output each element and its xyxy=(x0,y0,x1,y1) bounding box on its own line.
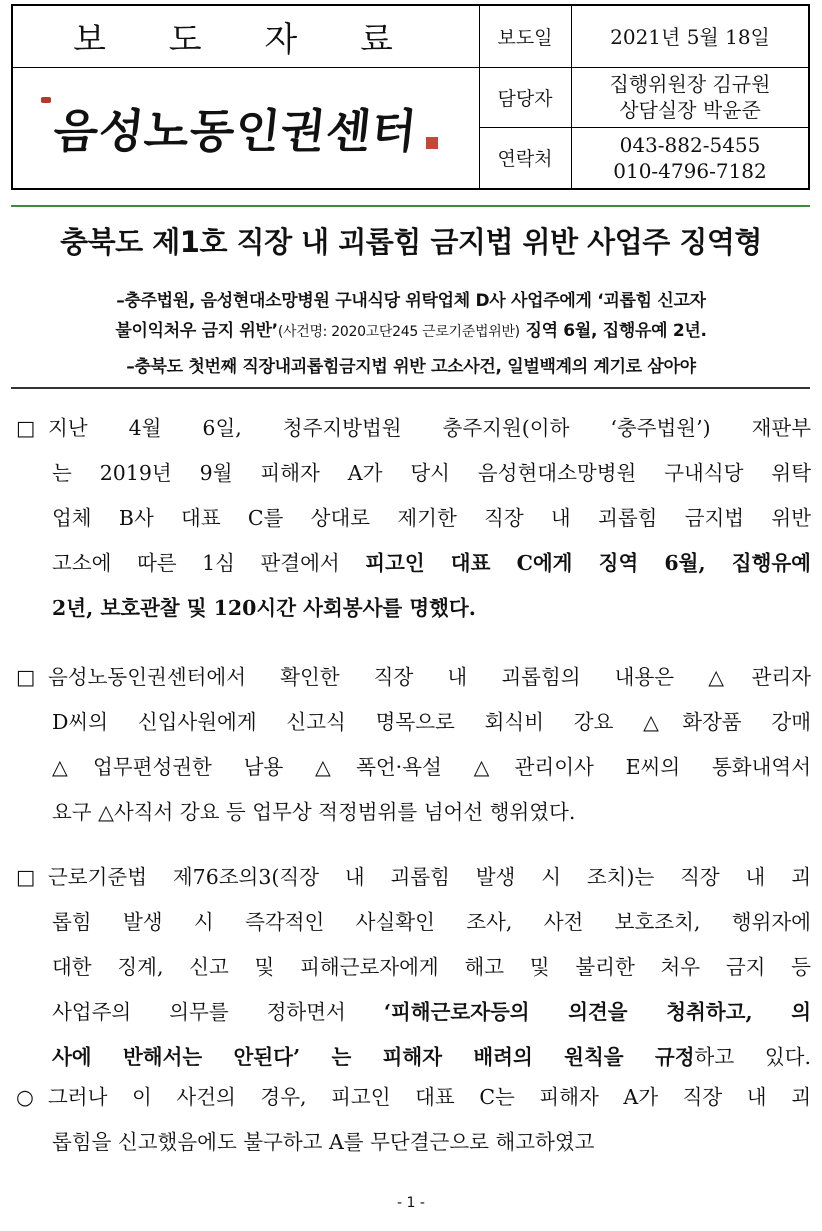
p1-line-5-bold: 2년, 보호관찰 및 120시간 사회봉사를 명했다. xyxy=(52,596,476,620)
p2-line-4: 요구 △사직서 강요 등 업무상 적정범위를 넘어선 행위였다. xyxy=(52,800,576,824)
subhead-line-2 xyxy=(0,316,822,341)
bullet-box-icon: □ xyxy=(16,665,36,689)
bullet-box-icon: □ xyxy=(16,865,36,889)
case-number: (사건명: 2020고단245 근로기준법위반) xyxy=(277,324,520,340)
p3-line-1: 근로기준법 제76조의3(직장 내 괴롭힘 발생 시 조치)는 직장 내 괴 xyxy=(48,865,811,889)
p1-line-4-bold: 피고인 대표 C에게 징역 6월, 집행유예 xyxy=(365,551,811,575)
logo-text: 음성노동인권센터 xyxy=(51,103,421,158)
title-divider-top xyxy=(11,205,810,207)
phone-1: 043-882-5455 xyxy=(619,132,761,157)
p1-line-1: 지난 4월 6일, 청주지방법원 충주지원(이하 ‘충주법원’) 재판부 xyxy=(48,416,811,440)
p3-line-5 xyxy=(16,1035,811,1080)
p3-line-4 xyxy=(16,990,811,1035)
bullet-box-icon: □ xyxy=(16,416,36,440)
p1-line-5 xyxy=(16,586,811,631)
subhead-line-3: –충북도 첫번째 직장내괴롭힘금지법 위반 고소사건, 일벌백계의 계기로 삼아야 xyxy=(126,357,696,377)
p3-line-4-bold: ‘피해근로자등의 의견을 청취하고, 의 xyxy=(383,1000,811,1024)
paragraph-2 xyxy=(16,655,811,835)
press-header-table xyxy=(11,4,810,190)
p1-line-3: 업체 B사 대표 C를 상대로 제기한 직장 내 괴롭힘 금지법 위반 xyxy=(52,506,811,530)
bullet-circle-icon: ○ xyxy=(16,1085,34,1109)
organization-logo xyxy=(13,67,480,188)
paragraph-4 xyxy=(16,1075,811,1165)
paragraph-1 xyxy=(16,406,811,631)
title-divider-bottom xyxy=(11,387,810,389)
p3-line-3: 대한 징계, 신고 및 피해근로자에게 해고 및 불리한 처우 금지 등 xyxy=(52,955,811,979)
p3-line-2: 롭힘 발생 시 즉각적인 사실확인 조사, 사전 보호조치, 행위자에 xyxy=(52,910,811,934)
p3-line-4-a: 사업주의 의무를 정하면서 xyxy=(52,1000,384,1024)
paragraph-3 xyxy=(16,855,811,1080)
release-date-row xyxy=(479,6,808,68)
logo-accent-mark xyxy=(41,97,51,103)
p1-line-4 xyxy=(16,541,811,586)
p2-line-1: 음성노동인권센터에서 확인한 직장 내 괴롭힘의 내용은 △관리자 xyxy=(48,665,811,689)
subhead-line-1: –충주법원, 음성현대소망병원 구내식당 위탁업체 D사 사업주에게 ‘괴롭힘 신고자 xyxy=(116,291,706,311)
subhead-line-2-c: 징역 6월, 집행유예 2년. xyxy=(519,321,707,341)
p1-line-4-a: 고소에 따른 1심 판결에서 xyxy=(52,551,366,575)
phone-row xyxy=(479,127,808,188)
p1-line-2: 는 2019년 9월 피해자 A가 당시 음성현대소망병원 구내식당 위탁 xyxy=(52,461,811,485)
logo-stamp-icon xyxy=(426,137,438,149)
p2-line-2: D씨의 신입사원에게 신고식 명목으로 회식비 강요 △화장품 강매 xyxy=(52,710,811,734)
contact-person-2: 상담실장 박윤준 xyxy=(619,98,761,122)
p4-line-2: 롭힘을 신고했음에도 불구하고 A를 무단결근으로 해고하였고 xyxy=(52,1130,595,1154)
contact-person-label: 담당자 xyxy=(479,67,572,127)
contact-person-row xyxy=(479,67,808,128)
release-date-label: 보도일 xyxy=(479,6,572,67)
contact-person-1: 집행위원장 김규원 xyxy=(609,72,771,96)
phone-label: 연락처 xyxy=(479,127,572,188)
p4-line-1: 그러나 이 사건의 경우, 피고인 대표 C는 피해자 A가 직장 내 괴 xyxy=(48,1085,811,1109)
p2-line-3: △업무편성권한 남용 △폭언·욕설 △관리이사 E씨의 통화내역서 xyxy=(52,755,811,779)
p3-line-5-bold: 사에 반해서는 안된다’ 는 피해자 배려의 원칙을 규정 xyxy=(52,1045,695,1069)
page-number: - 1 - xyxy=(397,1195,425,1211)
headline: 충북도 제1호 직장 내 괴롭힘 금지법 위반 사업주 징역형 xyxy=(60,225,762,259)
release-date-value: 2021년 5월 18일 xyxy=(610,24,770,49)
document-type-title: 보 도 자 료 xyxy=(13,6,480,68)
subhead-line-2-a: 불이익처우 금지 위반’ xyxy=(115,321,278,341)
p3-line-5-b: 하고 있다. xyxy=(694,1045,811,1069)
phone-2: 010-4796-7182 xyxy=(613,158,767,183)
